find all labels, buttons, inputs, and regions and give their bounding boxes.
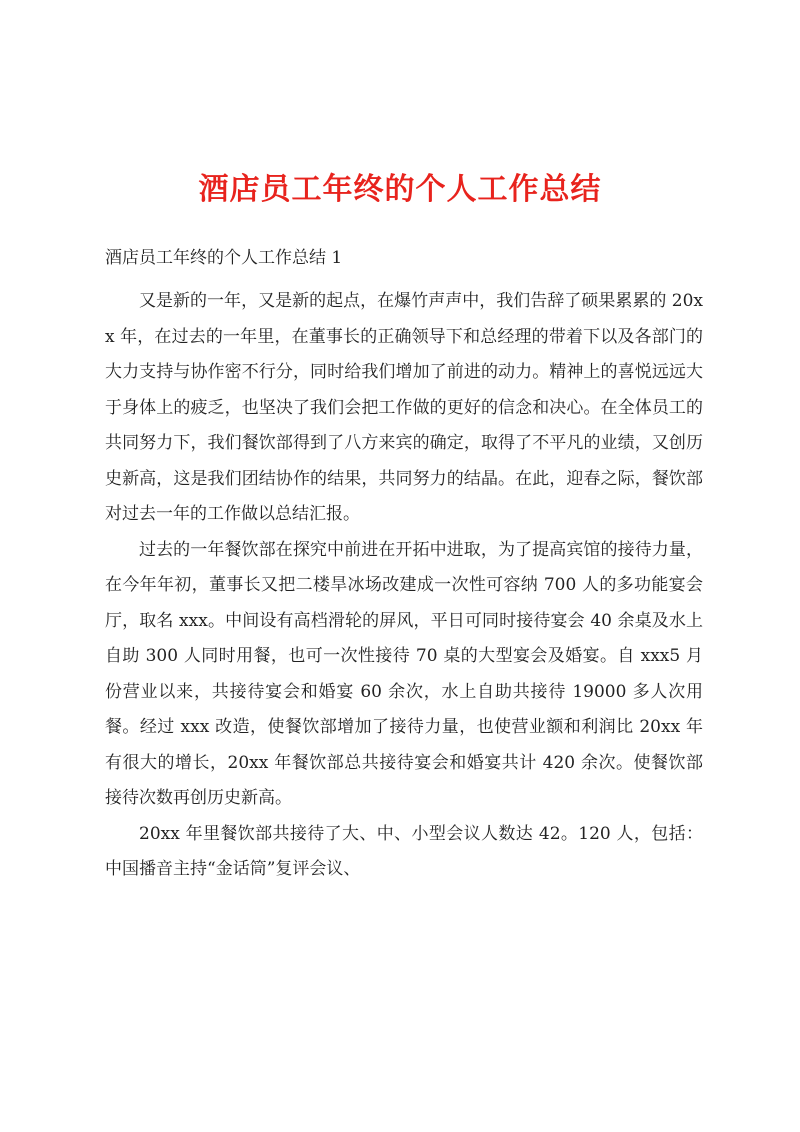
document-title: 酒店员工年终的个人工作总结 xyxy=(198,172,602,207)
paragraph: 过去的一年餐饮部在探究中前进在开拓中进取，为了提高宾馆的接待力量，在今年年初，董事长又把二楼旱冰场改建成一次性可容纳 700 人的多功能宴会厅，取名 xxx。中间设有高档滑轮的屏风，平日可同时接待宴会 40 余桌及水上自助 300 人同时用餐，也可一次性接待 70 桌的大型宴会及婚宴。自 xxx5 月份营业以来，共接待宴会和婚宴 60 余次，水上自助共接待 19000 多人次用餐。经过 xxx 改造，使餐饮部增加了接待力量，也使营业额和利润比 20xx 年有很大的增长，20xx 年餐饮部总共接待宴会和婚宴共计 420 余次。使餐饮部接待次数再创历史新高。 xyxy=(105,539,703,808)
document-body xyxy=(105,284,703,888)
paragraph: 20xx 年里餐饮部共接待了大、中、小型会议人数达 42。120 人，包括：中国播音主持“金话筒”复评会议、 xyxy=(105,823,703,879)
section-heading: 酒店员工年终的个人工作总结 1 xyxy=(105,248,343,268)
paragraph: 又是新的一年，又是新的起点，在爆竹声声中，我们告辞了硕果累累的 20xx 年，在过去的一年里，在董事长的正确领导下和总经理的带着下以及各部门的大力支持与协作密不行分，同时给我们增加了前进的动力。精神上的喜悦远远大于身体上的疲乏，也坚决了我们会把工作做的更好的信念和决心。在全体员工的共同努力下，我们餐饮部得到了八方来宾的确定，取得了不平凡的业绩，又创历史新高，这是我们团结协作的结果，共同努力的结晶。在此，迎春之际，餐饮部对过去一年的工作做以总结汇报。 xyxy=(105,291,703,524)
